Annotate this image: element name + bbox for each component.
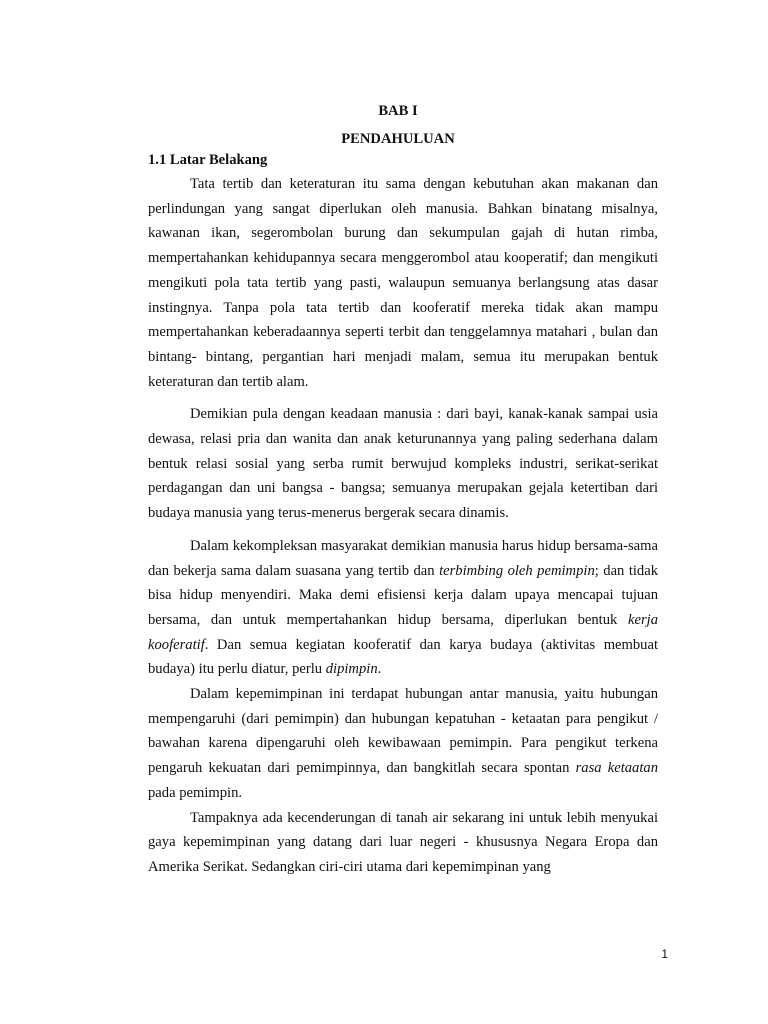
text-run: Dalam kekompleksan masyarakat demikian manusia harus hidup bersama-sama dan bekerja sama dalam suasana yang tertib dan — [148, 537, 658, 579]
section-heading: 1.1 Latar Belakang — [148, 152, 268, 168]
paragraph — [148, 402, 658, 526]
text-run: Demikian pula dengan keadaan manusia : dari bayi, kanak-kanak sampai usia dewasa, relasi pria dan wanita dan anak keturunannya yang paling sederhana dalam bentuk relasi sosial yang serba rumit berwujud kompleks industri, serikat-serikat perdagangan dan uni bangsa - bangsa; semuanya merupakan gejala ketertiban dari budaya manusia yang terus-menerus bergerak secara dinamis. — [148, 406, 658, 522]
text-run: Dalam kepemimpinan ini terdapat hubungan antar manusia, yaitu hubungan mempengaruhi (dari pemimpin) dan hubungan kepatuhan - ketaatan para pengikut / bawahan karena dipengaruhi oleh kewibawaan pemimpin. Para pengikut terkena pengaruh kekuatan dari pemimpinnya, dan bangkitlah secara spontan — [148, 686, 658, 777]
paragraph — [148, 534, 658, 682]
chapter-title: PENDAHULUAN — [341, 131, 455, 147]
paragraph — [148, 682, 658, 806]
page-number: 1 — [661, 947, 668, 961]
italic-text-run: terbimbing oleh pemimpin — [439, 562, 595, 579]
chapter-heading — [0, 97, 768, 153]
italic-text-run: rasa ketaatan — [575, 760, 658, 777]
body-text — [148, 172, 658, 880]
text-run: pada pemimpin. — [148, 784, 243, 801]
italic-text-run: kerja kooferatif — [148, 611, 658, 653]
text-run: . — [377, 661, 382, 678]
text-run: Tampaknya ada kecenderungan di tanah air sekarang ini untuk lebih menyukai gaya kepemimpinan yang datang dari luar negeri - khususnya Negara Eropa dan Amerika Serikat. Sedangkan ciri-ciri utama dari kepemimpinan yang — [148, 809, 658, 875]
text-run: ; dan tidak bisa hidup menyendiri. Maka demi efisiensi kerja dalam upaya mencapai tujuan bersama, dan untuk mempertahankan hidup bersama, diperlukan bentuk — [148, 562, 659, 628]
text-run: Tata tertib dan keteraturan itu sama dengan kebutuhan akan makanan dan perlindungan yang sangat diperlukan oleh manusia. Bahkan binatang misalnya, kawanan ikan, segerombolan burung dan sekumpulan gajah di hutan rimba, mempertahankan kehidupannya secara menggerombol atau kooperatif; dan mengikuti mengikuti pola tata tertib yang pasti, walaupun semuanya berlangsung atas dasar instingnya. Tanpa pola tata tertib dan kooferatif mereka tidak akan mampu mempertahankan keberadaannya seperti terbit dan tenggelamnya matahari , bulan dan bintang- bintang, pergantian hari menjadi malam, semua itu merupakan bentuk keteraturan dan tertib alam. — [148, 176, 658, 390]
italic-text-run: dipimpin — [325, 661, 378, 678]
text-run: . Dan semua kegiatan kooferatif dan karya budaya (aktivitas membuat budaya) itu perlu diatur, perlu — [148, 636, 658, 678]
paragraph — [148, 806, 658, 880]
chapter-label: BAB I — [378, 103, 418, 119]
paragraph — [148, 172, 658, 394]
